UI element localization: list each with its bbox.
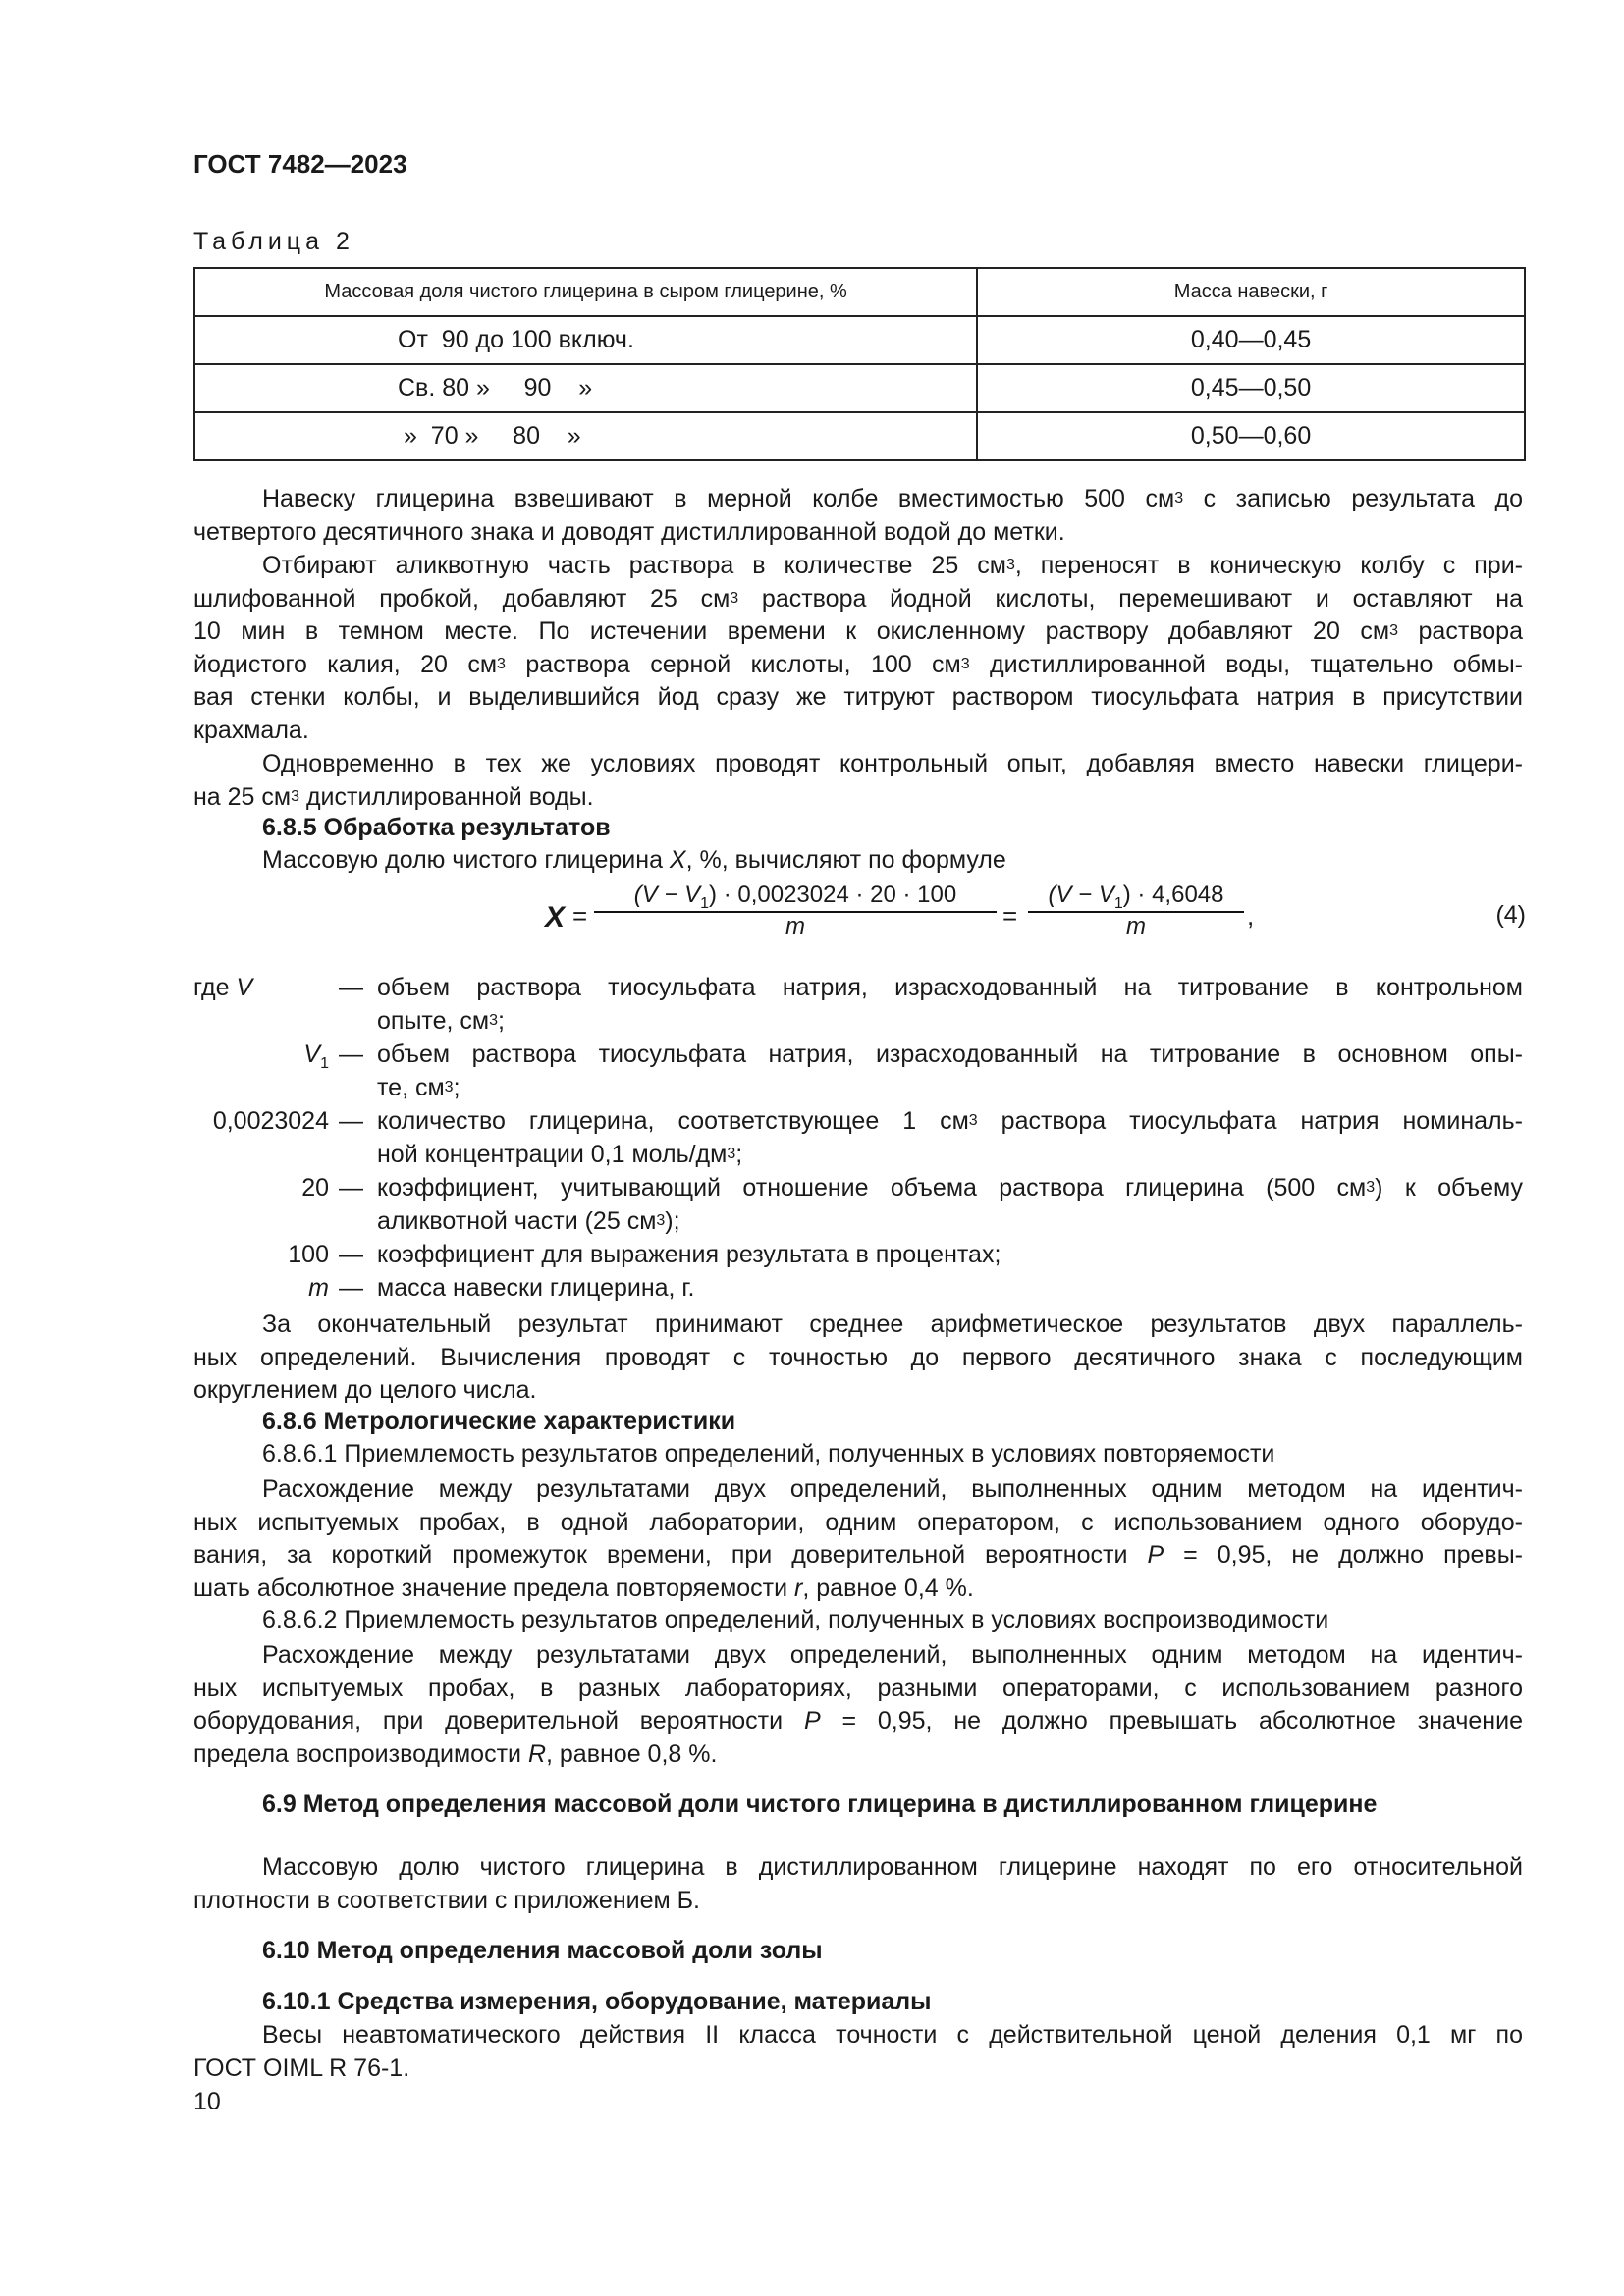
legend-item-m: m — масса навески глицерина, г. <box>308 1274 695 1302</box>
section-heading-6-8-6: 6.8.6 Метрологические характеристики <box>262 1408 736 1435</box>
section-heading-6-8-5: 6.8.5 Обработка результатов <box>262 814 611 841</box>
formula-4 <box>545 881 1526 950</box>
table-cell: 0,50—0,60 <box>977 412 1525 460</box>
formula-number: (4) <box>1495 901 1526 929</box>
section-heading-6-10: 6.10 Метод определения массовой доли золы <box>262 1937 823 1964</box>
paragraph-aliquot: Отбирают аликвотную часть раствора в количестве 25 $см^3$, переносят в коническую колбу с при- шлифованной пробкой, добавляют 25 $см^3$ раствора йодной кислоты, перемешивают и оставляют на 10 мин в темном месте. По истечении времени к окисленному раствору добавляют 20 $см^3$ раствора йодистого калия, 20 $см^3$ раствора серной кислоты, 100 $см^3$ дистиллированной воды, тщательно обмы- вая стенки колбы, и выделившийся йод сразу же титруют раствором тиосульфата натрия в присутствии крахмала. <box>193 552 1523 744</box>
table-cell: 0,40—0,45 <box>977 316 1525 364</box>
formula-equals: = <box>572 901 588 931</box>
formula-denominator-2: m <box>1126 913 1146 939</box>
formula-numerator-2: $(V - V_1) \cdot 4,6048$ <box>1028 881 1244 913</box>
formula-comma: , <box>1247 901 1255 931</box>
paragraph-control: Одновременно в тех же условиях проводят контрольный опыт, добавляя вместо навески глицери- на 25 $см^3$ дистиллированной воды. <box>193 750 1523 811</box>
paragraph-weighing: Навеску глицерина взвешивают в мерной колбе вместимостью 500 $см^3$ с записью результата до четвертого десятичного знака и доводят дистиллированной водой до метки. <box>193 485 1523 546</box>
formula-fraction-1 <box>594 881 997 940</box>
paragraph-formula-intro: Массовую долю чистого глицерина X, %, вычисляют по формуле <box>262 846 1006 874</box>
paragraph-distilled-glycerin: Массовую долю чистого глицерина в дистиллированном глицерине находят по его относительной плотности в соответствии с приложением Б. <box>193 1853 1523 1914</box>
paragraph-final-result: За окончательный результат принимают среднее арифметическое результатов двух параллель- ных определений. Вычисления проводят с точностью до первого десятичного знака с последующим округлением до целого числа. <box>193 1310 1523 1405</box>
formula-fraction-2 <box>1028 881 1244 940</box>
table-caption: Таблица 2 <box>193 228 354 255</box>
table-cell: » 70 » 80 » <box>404 422 581 450</box>
legend-item-20: 20 — коэффициент, учитывающий отношение объема раствора глицерина (500 $см^3$) к объему аликвотной части (25 $см^3$); <box>301 1174 1524 1235</box>
table-col-header: Массовая доля чистого глицерина в сыром глицерине, % <box>194 268 977 316</box>
section-heading-6-8-6-1: 6.8.6.1 Приемлемость результатов определений, полученных в условиях повторяемости <box>262 1440 1275 1468</box>
table-col-header: Масса навески, г <box>977 268 1525 316</box>
section-heading-6-10-1: 6.10.1 Средства измерения, оборудование, материалы <box>262 1988 932 2015</box>
legend-item-coefficient: 0,0023024 — количество глицерина, соответствующее 1 $см^3$ раствора тиосульфата натрия номиналь- ной концентрации 0,1 моль/$дм^3$; <box>212 1107 1523 1168</box>
paragraph-repeatability: Расхождение между результатами двух определений, выполненных одним методом на идентич- ных испытуемых пробах, в одной лаборатории, одним оператором, с использованием одного оборудо- вания, за короткий промежуток времени, при доверительной вероятности P = 0,95, не должно превы- шать абсолютное значение предела повторяемости r, равное 0,4 %. <box>193 1475 1523 1602</box>
formula-denominator-1: m <box>785 913 805 939</box>
section-heading-6-8-6-2: 6.8.6.2 Приемлемость результатов определений, полученных в условиях воспроизводимости <box>262 1606 1329 1633</box>
mass-table <box>193 267 1526 461</box>
table-row <box>194 412 1525 460</box>
paragraph-scales: Весы неавтоматического действия II класса точности с действительной ценой деления 0,1 мг по ГОСТ OIML R 76-1. <box>193 2021 1523 2082</box>
formula-equals-2: = <box>1002 901 1018 931</box>
paragraph-reproducibility: Расхождение между результатами двух определений, выполненных одним методом на идентич- ных испытуемых пробах, в разных лабораториях, разными операторами, с использованием разного оборудования, при доверительной вероятности P = 0,95, не должно превышать абсолютное значение предела воспроизводимости R, равное 0,8 %. <box>193 1641 1523 1768</box>
table-cell: От 90 до 100 включ. <box>398 326 634 353</box>
table-cell: Св. 80 » 90 » <box>398 374 593 401</box>
section-heading-6-9: 6.9 Метод определения массовой доли чистого глицерина в дистиллированном глицерине <box>262 1790 1378 1818</box>
formula-lhs: X <box>545 901 566 934</box>
document-code: ГОСТ 7482—2023 <box>193 149 407 179</box>
table-row <box>194 316 1525 364</box>
formula-numerator-1: $(V - V_1) \cdot 0,0023024 \cdot 20 \cdot 100$ <box>594 881 997 913</box>
page-number: 10 <box>193 2088 221 2115</box>
legend-item-v: где V — объем раствора тиосульфата натрия, израсходованный на титрование в контрольном опыте, $см^3$; <box>193 974 1523 1035</box>
table-row <box>194 364 1525 412</box>
table-cell: 0,45—0,50 <box>977 364 1525 412</box>
legend-item-100: 100 — коэффициент для выражения результата в процентах; <box>288 1241 1001 1268</box>
table-header-row <box>194 268 1525 316</box>
legend-item-v1: $V_1$ — объем раствора тиосульфата натрия, израсходованный на титрование в основном опы- те, $см^3$; <box>303 1041 1523 1101</box>
